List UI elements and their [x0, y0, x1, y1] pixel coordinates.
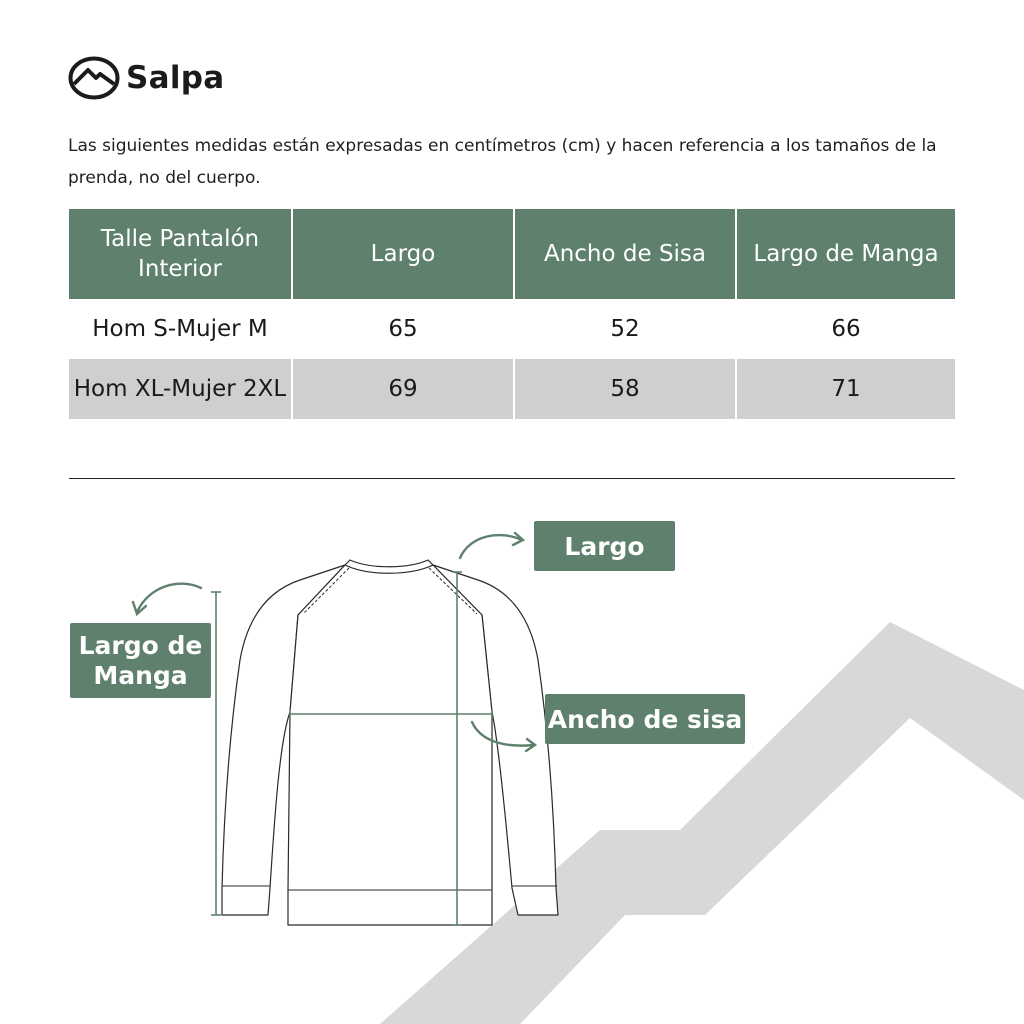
brand-logo	[68, 56, 224, 100]
label-largo-de-manga: Largo de Manga	[70, 623, 211, 698]
header-talle: Talle Pantalón Interior	[69, 209, 292, 299]
header-largo: Largo	[292, 209, 514, 299]
cell-largo-manga: 66	[831, 316, 861, 342]
label-largo: Largo	[534, 521, 675, 571]
intro-text: Las siguientes medidas están expresadas en centímetros (cm) y hacen referencia a los tamaños de la prenda, no del cuerpo.	[68, 136, 937, 188]
mountain-circle-logo-icon	[68, 56, 120, 100]
table-header-row	[69, 209, 955, 299]
section-divider	[69, 478, 955, 479]
cell-largo: 69	[292, 359, 514, 419]
brand-name: Salpa	[126, 60, 225, 96]
cell-size: Hom S-Mujer M	[69, 299, 292, 359]
cell-size: Hom XL-Mujer 2XL	[69, 359, 292, 419]
label-ancho-de-sisa: Ancho de sisa	[545, 694, 745, 744]
table-row	[69, 359, 955, 419]
cell-largo-manga: 71	[736, 359, 955, 419]
header-largo-manga: Largo de Manga	[736, 209, 955, 299]
header-ancho-sisa: Ancho de Sisa	[514, 209, 736, 299]
cell-largo: 65	[292, 299, 514, 359]
cell-ancho-sisa: 58	[514, 359, 736, 419]
cell-ancho-sisa: 52	[514, 299, 736, 359]
body	[288, 565, 492, 925]
size-table	[69, 209, 955, 419]
table-row	[69, 299, 955, 359]
